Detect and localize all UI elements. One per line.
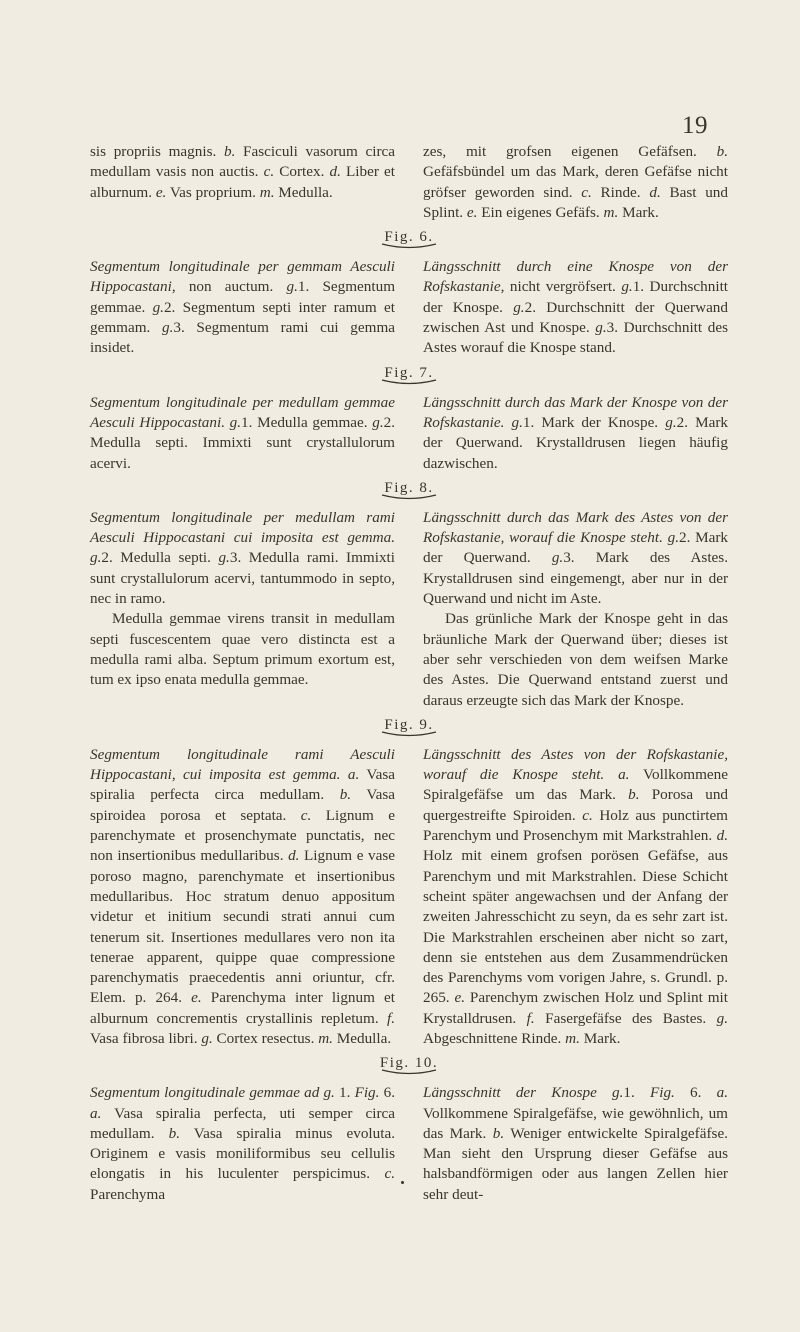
intro-row — [90, 142, 728, 223]
figure-heading — [90, 229, 728, 249]
fig7-german: Längsschnitt durch das Mark der Knospe von der Rofskastanie. g.1. Mark der Knospe. g.2. Mark der Querwand. Krystalldrusen liegen häufig dazwischen. — [423, 393, 728, 472]
figure-heading — [90, 717, 728, 737]
fig9-german: Längsschnitt des Astes von der Rofskastanie, worauf die Knospe steht. a. Vollkommene Spiralgefäfse um das Mark. b. Porosa und quergestreifte Spiroiden. c. Holz aus punctirtem Parenchym und Prosenchym mit Markstrahlen. d. Holz mit einem grofsen porösen Gefäfse, aus Parenchym und mit Markstrahlen. Diese Schicht scheint später angewachsen und der Anfang der zweiten Jahresschicht zu seyn, da es sehr zart ist. Die Markstrahlen erscheinen aber nicht so zart, denn sie entstehen aus dem Zusammendrücken des Parenchyms vom vorigen Jahre, s. Grundl. p. 265. e. Parenchym zwischen Holz und Splint mit Krystalldrusen. f. Fasergefäfse des Bastes. g. Abgeschnittene Rinde. m. Mark. — [423, 745, 729, 1047]
fig8-latin: Segmentum longitudinale per medullam rami Aesculi Hippocastani cui imposita est gemma. g.2. Medulla septi. g.3. Medulla rami. Immixti sunt crystallulorum acervi, tantummodo in septo, nec in ramo. — [90, 508, 395, 608]
figure-heading — [90, 1055, 728, 1075]
figure-7-label: Fig. 7. — [384, 364, 434, 381]
german-column — [423, 1083, 728, 1205]
fig8-latin-para-2: Medulla gemmae virens transit in medullam septi fuscescentem quae vero distincta est a medulla rami alba. Septum primum exortum est, tum ex ipso enata medulla gemmae. — [90, 610, 395, 689]
fig9-latin: Segmentum longitudinale rami Aesculi Hippocastani, cui imposita est gemma. a. Vasa spiralia perfecta circa medullam. b. Vasa spiroidea porosa et septata. c. Lignum e parenchymate et prosenchymate punctatis, nec non insertionibus medullaribus. d. Lignum e vase poroso magno, parenchymate et insertionibus medullaribus. Hoc stratum denuo appositum videtur et initium secundi strati annui cum tenerum sit. Insertiones medullares vero non ita tenerae apparent, quippe quae compressione parenchymatis praecedentis anni oriuntur, cfr. Elem. p. 264. e. Parenchyma inter lignum et alburnum concrementis crystallinis repletum. f. Vasa fibrosa libri. g. Cortex resectus. m. Medulla. — [90, 745, 395, 1047]
figure-6-row — [90, 257, 728, 358]
fig8-german-para-2: Das grünliche Mark der Knospe geht in das bräunliche Mark der Querwand über; dieses ist aber sehr verschieden von dem weifsen Marke des Astes. Die Querwand entstand zuerst und daraus erzeugte sich das Mark der Knospe. — [423, 610, 728, 709]
print-mark — [401, 1181, 404, 1184]
german-column — [423, 142, 728, 223]
fig6-latin: Segmentum longitudinale per gemmam Aesculi Hippocastani, non auctum. g.1. Segmentum gemmae. g.2. Segmentum septi inter ramum et gemmam. g.3. Segmentum rami cui gemma insidet. — [90, 258, 396, 357]
page-number: 19 — [682, 112, 708, 139]
intro-latin: sis propriis magnis. b. Fasciculi vasorum circa medullam vasis non auctis. c. Cortex. d. Liber et alburnum. e. Vas proprium. m. Medulla. — [90, 143, 395, 201]
german-column — [423, 508, 728, 711]
figure-7-row — [90, 393, 728, 474]
intro-german: zes, mit grofsen eigenen Gefäfsen. b. Gefäfsbündel um das Mark, deren Gefäfse nicht gröfser geworden sind. c. Rinde. d. Bast und Splint. e. Ein eigenes Gefäfs. m. Mark. — [423, 143, 728, 221]
fig10-german: Längsschnitt der Knospe g.1. Fig. 6. a. Vollkommene Spiralgefäfse, wie gewöhnlich, um das Mark. b. Weniger entwickelte Spiralgefäfse. Man sieht den Ursprung dieser Gefäfse aus halsbandförmigen oder aus langen Zellen hier sehr deut- — [423, 1084, 729, 1203]
german-column — [423, 393, 728, 474]
fig8-german: Längsschnitt durch das Mark des Astes von der Rofskastanie, worauf die Knospe steht. g.2. Mark der Querwand. g.3. Mark des Astes. Krystalldrusen sind eingemengt, aber nur in der Querwand und nicht im Aste. — [423, 508, 728, 608]
figure-8-label: Fig. 8. — [384, 479, 434, 496]
figure-6-label: Fig. 6. — [384, 229, 434, 246]
german-column — [423, 257, 728, 358]
latin-column — [90, 142, 395, 223]
fig7-latin: Segmentum longitudinale per medullam gemmae Aesculi Hippocastani. g.1. Medulla gemmae. g.2. Medulla septi. Immixti sunt crystallulorum acervi. — [90, 393, 396, 472]
page-body — [90, 142, 728, 1205]
figure-9-row — [90, 745, 728, 1049]
latin-column — [90, 1083, 395, 1205]
fig6-german: Längsschnitt durch eine Knospe von der Rofskastanie, nicht vergröfsert. g.1. Durchschnitt der Knospe. g.2. Durchschnitt der Querwand zwischen Ast und Knospe. g.3. Durchschnitt des Astes worauf die Knospe stand. — [423, 258, 729, 357]
latin-column — [90, 257, 395, 358]
figure-heading — [90, 480, 728, 500]
figure-8-row — [90, 508, 728, 711]
latin-column — [90, 745, 395, 1049]
figure-9-label: Fig. 9. — [384, 716, 434, 733]
figure-10-row — [90, 1083, 728, 1205]
figure-heading — [90, 365, 728, 385]
fig10-latin: Segmentum longitudinale gemmae ad g. 1. Fig. 6. a. Vasa spiralia perfecta, uti semper circa medullam. b. Vasa spiralia minus evoluta. Originem e vasis moniliformibus seu cellulis elongatis in his luculenter perspicimus. c. Parenchyma — [90, 1084, 396, 1203]
german-column — [423, 745, 728, 1049]
latin-column — [90, 508, 395, 711]
figure-10-label: Fig. 10. — [379, 1055, 439, 1072]
latin-column — [90, 393, 395, 474]
